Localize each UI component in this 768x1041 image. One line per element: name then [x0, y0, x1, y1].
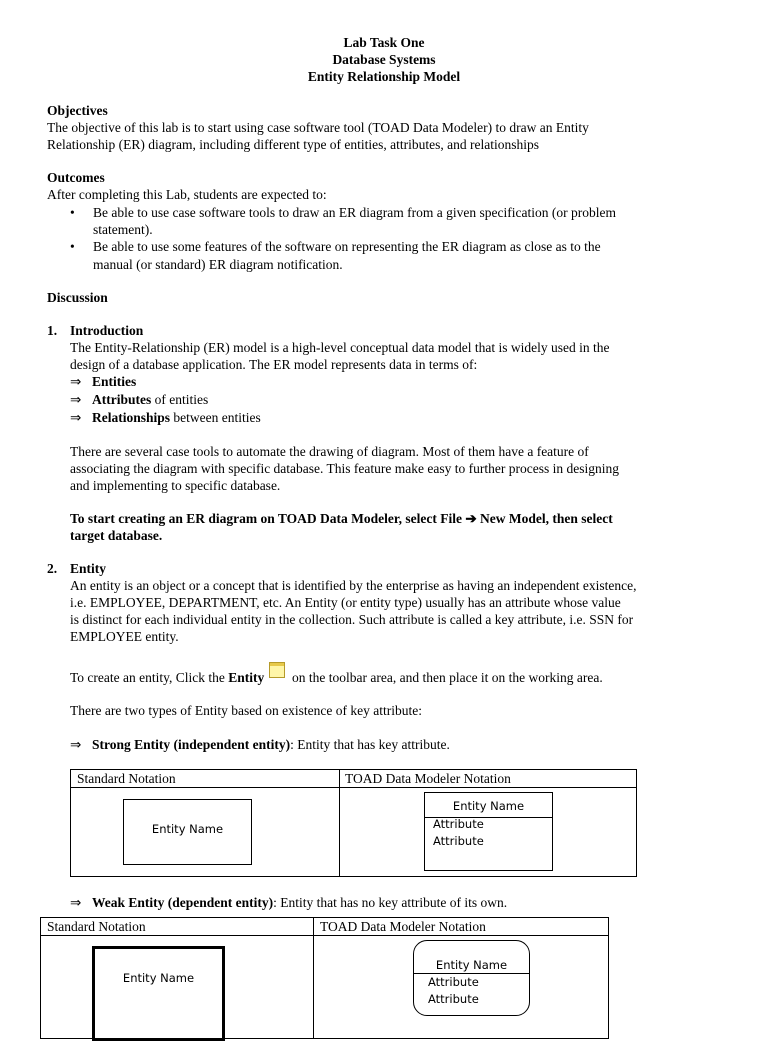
implies-arrow-icon: ⇒	[70, 374, 82, 389]
entity-name-label: Entity Name	[122, 971, 195, 985]
entity-name-label: Entity Name	[151, 822, 224, 836]
strong-entity-table	[70, 769, 637, 877]
toad-instruction-1: To start creating an ER diagram on TOAD Data Modeler, select File ➔ New Model, then select	[70, 511, 613, 526]
intro-paragraph-2: design of a database application. The ER model represents data in terms of:	[70, 357, 478, 372]
title-line-1: Lab Task One	[343, 35, 425, 50]
list-item-entities: ⇒ Entities	[70, 374, 137, 389]
intro-paragraph-5: and implementing to specific database.	[70, 478, 281, 493]
objectives-text-1: The objective of this lab is to start using case software tool (TOAD Data Modeler) to draw an Entity	[47, 120, 589, 135]
outcome-bullet-2: • Be able to use some features of the software on representing the ER diagram as close as to the	[93, 239, 601, 255]
section-number-1: 1.	[47, 323, 58, 338]
weak-entity-rectangle	[92, 946, 225, 1041]
implies-arrow-icon: ⇒	[70, 392, 82, 407]
entity-tool-icon	[269, 662, 285, 678]
objectives-text-2: Relationship (ER) diagram, including different type of entities, attributes, and relationships	[47, 137, 540, 152]
implies-arrow-icon: ⇒	[70, 895, 82, 910]
attribute-label: Attribute	[433, 834, 484, 848]
toad-strong-entity-box	[424, 792, 553, 871]
discussion-heading: Discussion	[47, 290, 108, 305]
outcomes-intro: After completing this Lab, students are expected to:	[47, 187, 327, 202]
outcome-bullet-1-cont: statement).	[93, 222, 153, 237]
entity-paragraph-2: i.e. EMPLOYEE, DEPARTMENT, etc. An Entity (or entity type) usually has an attribute whose value	[70, 595, 621, 610]
implies-arrow-icon: ⇒	[70, 410, 82, 425]
entity-paragraph-3: is distinct for each individual entity in the collection. Such attribute is called a key attribute, i.e. SSN for	[70, 612, 634, 627]
table-header-standard: Standard Notation	[47, 919, 146, 934]
table-header-standard: Standard Notation	[77, 771, 176, 786]
list-item-relationships: ⇒ Relationships between entities	[70, 410, 261, 425]
toad-weak-entity-box	[413, 940, 530, 1016]
outcome-bullet-2-cont: manual (or standard) ER diagram notification.	[93, 257, 343, 272]
intro-paragraph-3: There are several case tools to automate the drawing of diagram. Most of them have a feature of	[70, 444, 589, 459]
implies-arrow-icon: ⇒	[70, 737, 82, 752]
entity-name-label: Entity Name	[435, 958, 508, 972]
outcomes-heading: Outcomes	[47, 170, 105, 185]
strong-entity-rectangle	[123, 799, 252, 865]
strong-entity-line: ⇒ Strong Entity (independent entity): Entity that has key attribute.	[70, 737, 450, 752]
entity-name-label: Entity Name	[452, 799, 525, 813]
attribute-label: Attribute	[428, 975, 479, 989]
entity-paragraph-1: An entity is an object or a concept that is identified by the enterprise as having an independent existence,	[70, 578, 637, 593]
create-entity-line: To create an entity, Click the Entity on the toolbar area, and then place it on the working area.	[70, 668, 603, 686]
entity-paragraph-4: EMPLOYEE entity.	[70, 629, 179, 644]
entity-heading: Entity	[70, 561, 107, 576]
table-header-toad: TOAD Data Modeler Notation	[345, 771, 511, 786]
introduction-heading: Introduction	[70, 323, 144, 338]
weak-entity-line: ⇒ Weak Entity (dependent entity): Entity that has no key attribute of its own.	[70, 895, 508, 910]
objectives-heading: Objectives	[47, 103, 108, 118]
intro-paragraph-1: The Entity-Relationship (ER) model is a high-level conceptual data model that is widely used in the	[70, 340, 610, 355]
entity-types-line: There are two types of Entity based on existence of key attribute:	[70, 703, 423, 718]
title-line-3: Entity Relationship Model	[307, 69, 461, 84]
attribute-label: Attribute	[433, 817, 484, 831]
title-line-2: Database Systems	[332, 52, 436, 67]
outcome-bullet-1: • Be able to use case software tools to draw an ER diagram from a given specification (or problem	[93, 205, 616, 221]
section-number-2: 2.	[47, 561, 58, 576]
weak-entity-table	[40, 917, 609, 1039]
toad-instruction-2: target database.	[70, 528, 163, 543]
attribute-label: Attribute	[428, 992, 479, 1006]
table-header-toad: TOAD Data Modeler Notation	[320, 919, 486, 934]
intro-paragraph-4: associating the diagram with specific database. This feature make easy to further process in designing	[70, 461, 619, 476]
list-item-attributes: ⇒ Attributes of entities	[70, 392, 209, 407]
